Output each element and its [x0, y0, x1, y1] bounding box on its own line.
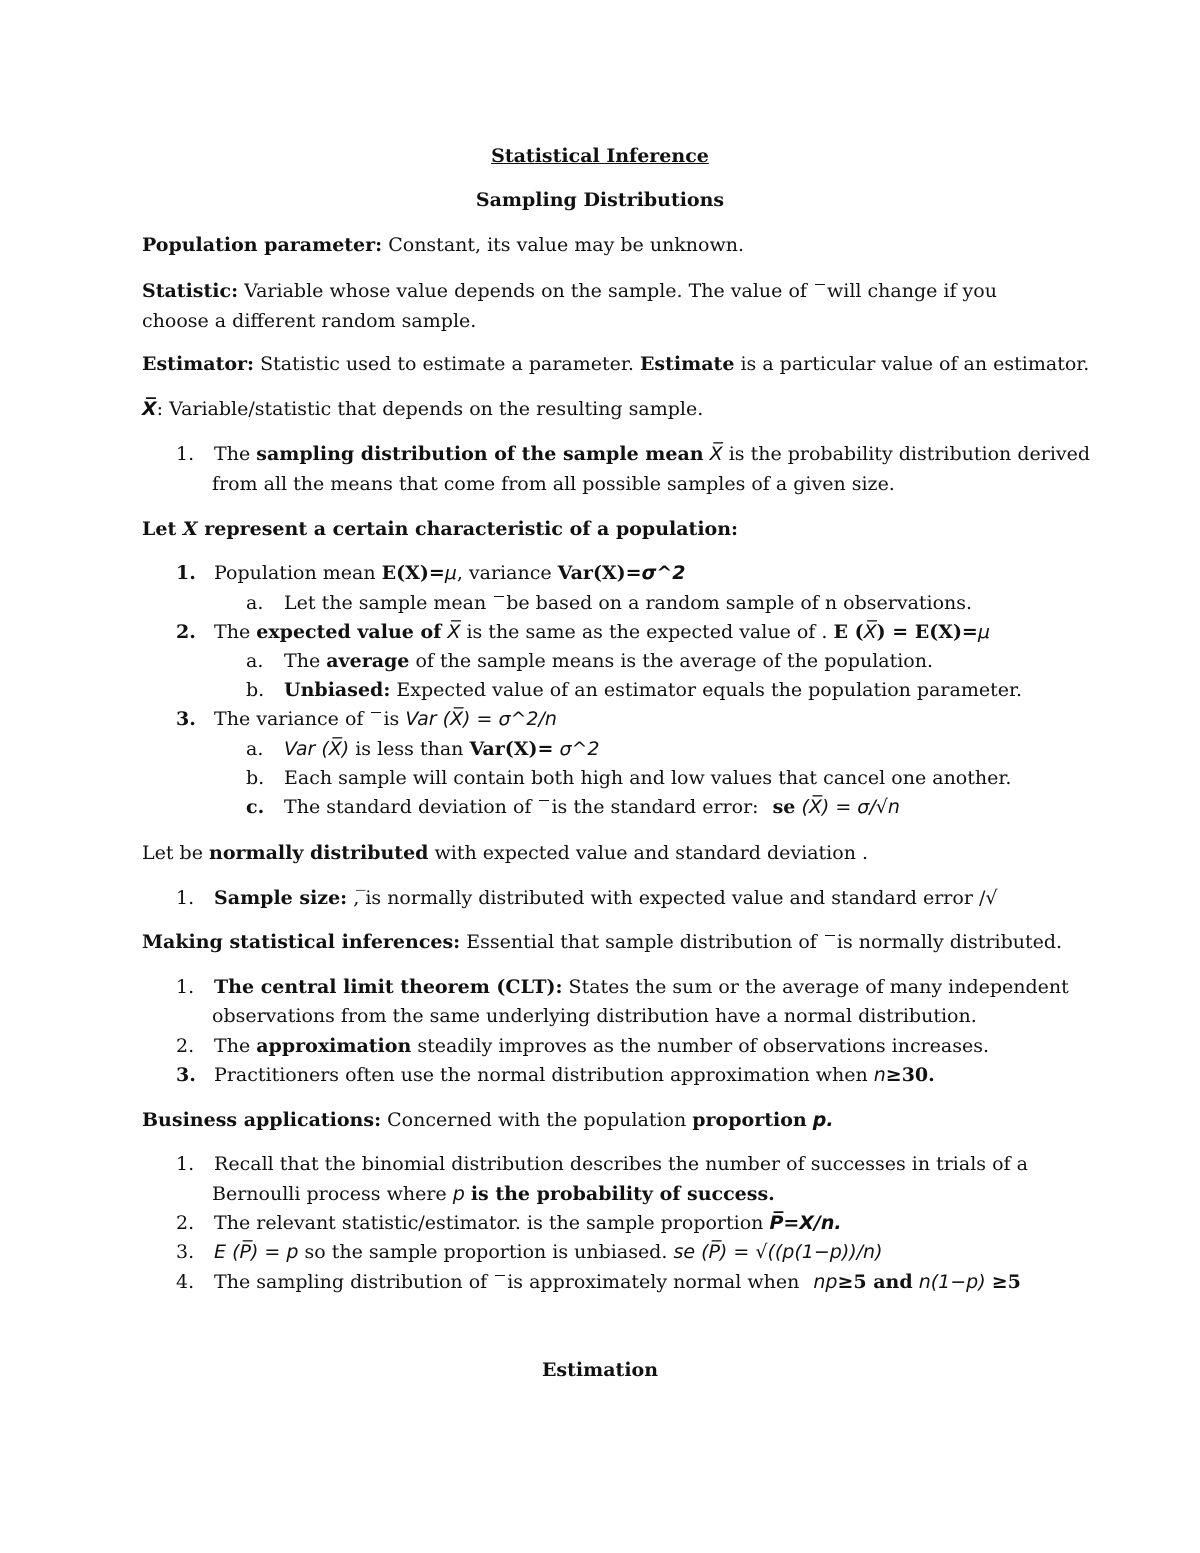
- list-item: [176, 1062, 935, 1088]
- text: The: [214, 443, 251, 465]
- bold-text: ≥30.: [885, 1064, 935, 1086]
- text: Each sample will contain both high and low values that cancel one another.: [284, 767, 1012, 789]
- text: of the sample means is the average of the population.: [415, 650, 934, 672]
- text: be based on a random sample of n observations.: [506, 592, 973, 614]
- bold-text: ≥5: [991, 1271, 1021, 1293]
- list-item: [176, 560, 686, 586]
- text: Essential that sample distribution of: [466, 931, 817, 953]
- math-expression: P̅=X/n.: [769, 1212, 842, 1234]
- text: , variance: [456, 562, 552, 584]
- list-marker: c.: [246, 796, 265, 818]
- text: Population mean: [214, 562, 376, 584]
- text: is the same as the expected value of .: [466, 621, 828, 643]
- definition-text: : Variable/statistic that depends on the resulting sample.: [156, 398, 704, 420]
- list-marker: 3.: [176, 708, 196, 730]
- term: Statistic:: [142, 280, 239, 302]
- list-item-continued: from all the means that come from all possible samples of a given size.: [212, 473, 895, 495]
- definition-text: will change if you: [826, 280, 997, 302]
- term: Business applications:: [142, 1109, 382, 1131]
- list-marker: a.: [246, 650, 264, 672]
- math-expression: = σ^2/n: [476, 708, 557, 730]
- bar-symbol: [539, 800, 549, 811]
- list-marker: 3.: [176, 1241, 195, 1263]
- text: is the probability distribution derived: [728, 443, 1091, 465]
- list-marker: b.: [246, 767, 265, 789]
- list-marker: 1.: [176, 887, 195, 909]
- math-expression: se (P̅) = √((p(1−p))/n): [673, 1241, 883, 1263]
- bold-text: E(X)=: [381, 562, 445, 584]
- math-expression: (X̅) = σ/√n: [801, 796, 900, 818]
- math-expression: Var (X̅): [405, 708, 471, 730]
- term: Estimator:: [142, 353, 255, 375]
- math-symbol: μ: [444, 562, 457, 584]
- math-symbol: np: [813, 1271, 838, 1293]
- text: The: [214, 621, 251, 643]
- bold-text: average: [326, 650, 410, 672]
- bold-text: ) = E(X)=: [876, 621, 978, 643]
- text: The relevant statistic/estimator. is the sample proportion: [214, 1212, 764, 1234]
- bold-text: Unbiased:: [284, 679, 391, 701]
- bold-text: Var(X)=: [557, 562, 642, 584]
- text: The sampling distribution of: [214, 1271, 488, 1293]
- list-item: [176, 441, 1090, 467]
- bold-text: ≥5 and: [837, 1271, 913, 1293]
- text: The standard deviation of: [284, 796, 532, 818]
- list-item: [176, 885, 997, 911]
- list-item-continued: observations from the same underlying distribution have a normal distribution.: [212, 1005, 977, 1027]
- text: States the sum or the average of many independent: [568, 976, 1069, 998]
- sub-list-item: [246, 794, 900, 820]
- definition-text-continued: choose a different random sample.: [142, 310, 477, 332]
- bold-text: proportion: [692, 1109, 807, 1131]
- bar-symbol: [371, 712, 381, 723]
- list-marker: 1.: [176, 1153, 195, 1175]
- term: Making statistical inferences:: [142, 931, 461, 953]
- paragraph-making-inferences: [142, 929, 1062, 955]
- math-symbol: σ^2: [641, 562, 686, 584]
- list-item: [176, 1151, 1028, 1177]
- text: The: [214, 1035, 251, 1057]
- list-item-continued: [212, 1181, 775, 1207]
- definition-text: Statistic used to estimate a parameter.: [260, 353, 634, 375]
- section-heading-estimation: Estimation: [541, 1359, 659, 1381]
- page-title: Statistical Inference: [491, 145, 709, 167]
- bold-text: approximation: [256, 1035, 412, 1057]
- text: is less than: [355, 738, 464, 760]
- text: is normally distributed.: [836, 931, 1063, 953]
- bold-text: Sample size:: [214, 887, 348, 909]
- bold-text: Var(X)=: [469, 738, 554, 760]
- text: Recall that the binomial distribution describes the number of successes in trials of a: [214, 1153, 1028, 1175]
- sub-list-item: [246, 765, 1011, 791]
- math-symbol: X̅: [447, 621, 461, 643]
- list-marker: 2.: [176, 1212, 195, 1234]
- math-expression: E (P̅) = p: [214, 1241, 299, 1263]
- text: Let: [142, 518, 177, 540]
- text: represent a certain characteristic of a population:: [204, 518, 739, 540]
- term: Population parameter:: [142, 234, 383, 256]
- sub-list-item: [246, 677, 1022, 703]
- bar-symbol: [815, 284, 825, 295]
- definition-text: Variable whose value depends on the sample. The value of: [244, 280, 807, 302]
- text: with expected value and standard deviation .: [434, 842, 869, 864]
- list-item: [176, 1269, 1021, 1295]
- text: Concerned with the population: [387, 1109, 687, 1131]
- math-symbol: X̅: [142, 398, 157, 420]
- definition-estimator: [142, 351, 1089, 377]
- bar-symbol: [494, 596, 504, 607]
- bar-symbol: [495, 1275, 505, 1286]
- list-item: [176, 1239, 883, 1265]
- definition-text: Constant, its value may be unknown.: [388, 234, 745, 256]
- list-marker: 1.: [176, 562, 196, 584]
- list-item: [176, 619, 990, 645]
- text: Expected value of an estimator equals the population parameter.: [396, 679, 1023, 701]
- bold-text: is the probability of success.: [470, 1183, 775, 1205]
- text: is approximately normal when: [507, 1271, 800, 1293]
- math-symbol: p: [452, 1183, 465, 1205]
- sub-list-item: [246, 590, 972, 616]
- bold-text: se: [772, 796, 796, 818]
- text: so the sample proportion is unbiased.: [304, 1241, 668, 1263]
- math-symbol: X: [182, 518, 198, 540]
- text: The: [284, 650, 321, 672]
- bold-text: E (: [833, 621, 864, 643]
- list-marker: a.: [246, 592, 264, 614]
- list-marker: 4.: [176, 1271, 195, 1293]
- section-heading-let-x: [142, 516, 738, 542]
- definition-text: is a particular value of an estimator.: [740, 353, 1090, 375]
- text: , ̅is normally distributed with expected value and standard error /√: [353, 887, 998, 909]
- list-marker: 1.: [176, 976, 195, 998]
- list-item: [176, 1033, 989, 1059]
- math-symbol: μ: [977, 621, 990, 643]
- definition-xbar: [142, 396, 703, 422]
- section-heading: Sampling Distributions: [475, 189, 725, 211]
- math-symbol: X̅: [863, 621, 877, 643]
- sub-list-item: [246, 648, 933, 674]
- text: The variance of: [214, 708, 364, 730]
- math-symbol: X̅: [709, 443, 723, 465]
- text: Let be: [142, 842, 203, 864]
- list-marker: 2.: [176, 621, 196, 643]
- text: Let the sample mean: [284, 592, 487, 614]
- list-marker: 1.: [176, 443, 195, 465]
- bold-text: expected value of: [256, 621, 442, 643]
- list-item: [176, 706, 557, 732]
- list-marker: b.: [246, 679, 265, 701]
- list-marker: 3.: [176, 1064, 196, 1086]
- text: steadily improves as the number of observations increases.: [417, 1035, 990, 1057]
- bold-text: The central limit theorem (CLT):: [214, 976, 563, 998]
- list-marker: a.: [246, 738, 264, 760]
- definition-population-parameter: [142, 232, 744, 258]
- math-symbol: n: [873, 1064, 886, 1086]
- math-symbol: p.: [812, 1109, 834, 1131]
- text: Bernoulli process where: [212, 1183, 447, 1205]
- math-symbol: σ^2: [559, 738, 600, 760]
- paragraph-business-applications: [142, 1107, 834, 1133]
- list-marker: 2.: [176, 1035, 195, 1057]
- definition-statistic: [142, 278, 997, 304]
- bold-text: sampling distribution of the sample mean: [256, 443, 704, 465]
- bold-text: normally distributed: [209, 842, 429, 864]
- bar-symbol: [825, 935, 835, 946]
- text: is the standard error:: [551, 796, 759, 818]
- term-estimate: Estimate: [639, 353, 735, 375]
- paragraph-normal: [142, 840, 868, 866]
- text: Practitioners often use the normal distribution approximation when: [214, 1064, 868, 1086]
- list-item: [176, 974, 1069, 1000]
- math-expression: Var (X̅): [284, 738, 350, 760]
- math-expression: n(1−p): [918, 1271, 986, 1293]
- sub-list-item: [246, 736, 600, 762]
- list-item: [176, 1210, 842, 1236]
- text: is: [383, 708, 400, 730]
